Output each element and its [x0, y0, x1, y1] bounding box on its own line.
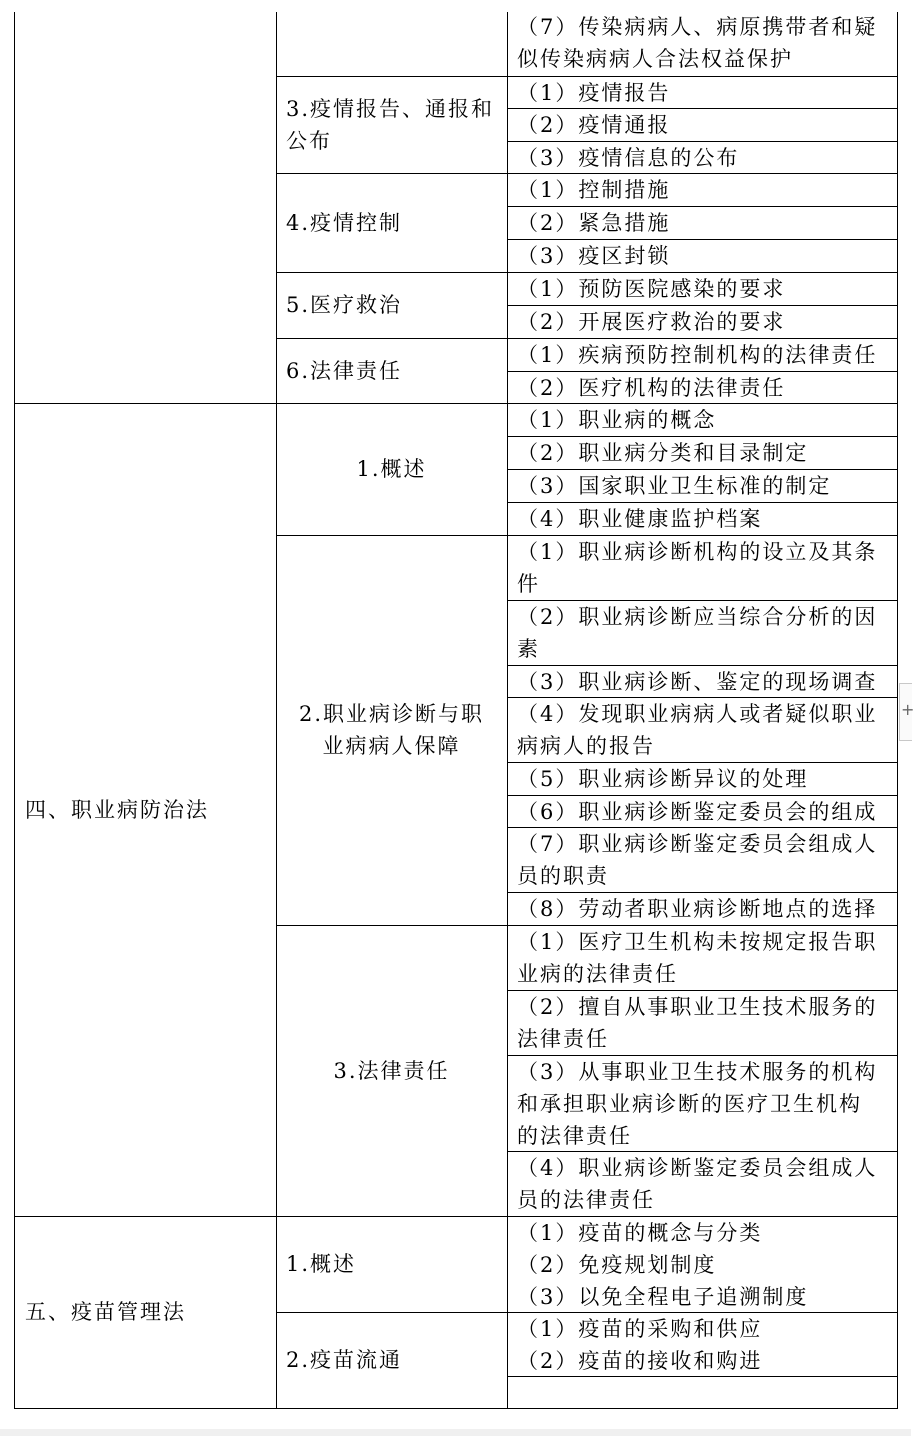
list-item: （1）预防医院感染的要求 — [517, 277, 786, 301]
list-item: （1）职业病诊断机构的设立及其条 — [517, 540, 878, 564]
topic-title: 4.疫情控制 — [286, 211, 403, 235]
list-item: （6）职业病诊断鉴定委员会的组成 — [517, 800, 878, 824]
list-item: （2）医疗机构的法律责任 — [517, 376, 786, 400]
list-item: （2）疫苗的接收和购进 — [517, 1349, 763, 1373]
list-item: （1）疫苗的采购和供应 — [517, 1317, 763, 1341]
list-item: （7）传染病病人、病原携带者和疑 — [517, 15, 878, 39]
table-border-left — [14, 12, 15, 1408]
list-item: 法律责任 — [517, 1027, 609, 1051]
list-item: （4）职业病诊断鉴定委员会组成人 — [517, 1156, 878, 1180]
list-item: （8）劳动者职业病诊断地点的选择 — [517, 897, 878, 921]
list-item: 和承担职业病诊断的医疗卫生机构 — [517, 1092, 862, 1116]
list-item: 业病的法律责任 — [517, 962, 678, 986]
side-expand-tab[interactable] — [899, 683, 912, 741]
list-item: （2）紧急措施 — [517, 211, 671, 235]
column-divider — [507, 12, 508, 1408]
list-item: （2）疫情通报 — [517, 113, 671, 137]
list-item: 员的法律责任 — [517, 1188, 655, 1212]
list-item: （1）控制措施 — [517, 178, 671, 202]
topic-title: 2.疫苗流通 — [286, 1348, 403, 1372]
list-item: （7）职业病诊断鉴定委员会组成人 — [517, 832, 878, 856]
topic-title: 公布 — [286, 129, 332, 153]
section-title: 五、疫苗管理法 — [25, 1300, 186, 1324]
list-item: 件 — [517, 572, 540, 596]
list-item: （3）从事职业卫生技术服务的机构 — [517, 1060, 878, 1084]
bottom-strip — [0, 1429, 911, 1436]
topic-title: 1.概述 — [356, 457, 427, 481]
table-border-right — [897, 12, 898, 1408]
topic-title: 6.法律责任 — [286, 359, 403, 383]
plus-icon: + — [901, 700, 914, 719]
list-item: （4）职业健康监护档案 — [517, 507, 763, 531]
list-item: 似传染病病人合法权益保护 — [517, 47, 793, 71]
topic-title: 5.医疗救治 — [286, 293, 403, 317]
list-item: （2）擅自从事职业卫生技术服务的 — [517, 995, 878, 1019]
list-item: （3）职业病诊断、鉴定的现场调查 — [517, 670, 878, 694]
topic-title: 3.法律责任 — [333, 1059, 450, 1083]
list-item: （1）疫情报告 — [517, 81, 671, 105]
topic-title: 3.疫情报告、通报和 — [286, 97, 495, 121]
topic-title: 1.概述 — [286, 1252, 357, 1276]
list-item: （2）开展医疗救治的要求 — [517, 310, 786, 334]
section-rule — [14, 1216, 898, 1217]
list-item: （1）医疗卫生机构未按规定报告职 — [517, 930, 878, 954]
table-border-bottom — [14, 1408, 898, 1409]
list-item: 的法律责任 — [517, 1124, 632, 1148]
list-item: （1）疫苗的概念与分类 — [517, 1221, 763, 1245]
topic-title: 业病病人保障 — [322, 734, 461, 758]
topic-title: 2.职业病诊断与职 — [298, 702, 485, 726]
list-item: （1）疾病预防控制机构的法律责任 — [517, 343, 878, 367]
list-item: （4）发现职业病病人或者疑似职业 — [517, 702, 878, 726]
list-item: （3）以免全程电子追溯制度 — [517, 1285, 809, 1309]
list-item: （2）免疫规划制度 — [517, 1253, 717, 1277]
list-item: （5）职业病诊断异议的处理 — [517, 767, 809, 791]
list-item: 病病人的报告 — [517, 734, 655, 758]
list-item: 员的职责 — [517, 864, 609, 888]
list-item: （1）职业病的概念 — [517, 408, 717, 432]
section-title: 四、职业病防治法 — [25, 798, 209, 822]
list-item: （3）国家职业卫生标准的制定 — [517, 474, 832, 498]
list-item: （2）职业病分类和目录制定 — [517, 441, 809, 465]
list-item: 素 — [517, 637, 540, 661]
list-item: （3）疫情信息的公布 — [517, 146, 740, 170]
list-item: （3）疫区封锁 — [517, 244, 671, 268]
list-item: （2）职业病诊断应当综合分析的因 — [517, 605, 878, 629]
